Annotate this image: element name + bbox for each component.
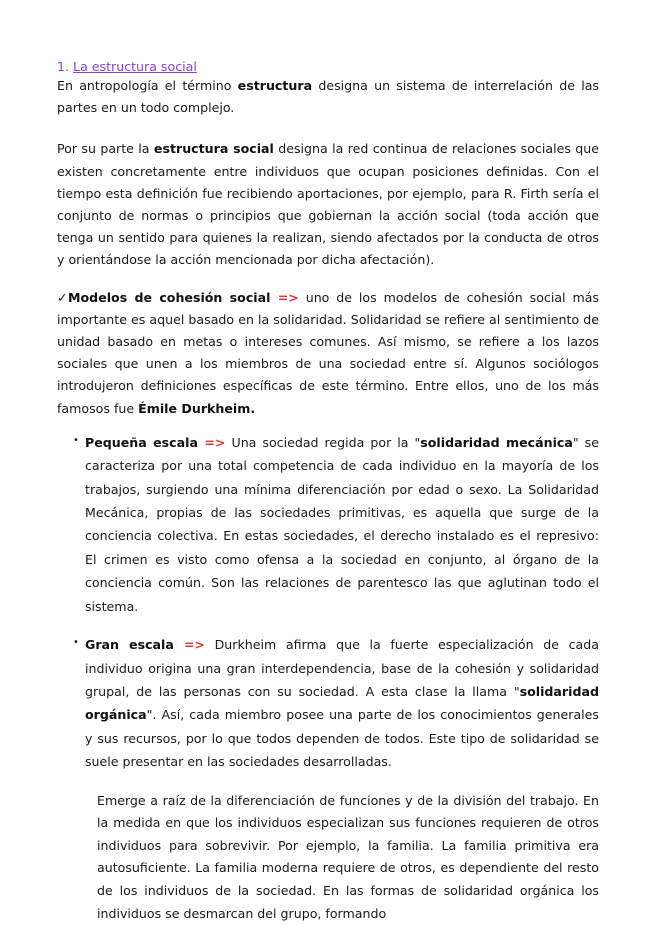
text-run: Una sociedad regida por la " bbox=[225, 434, 421, 450]
list-item-gran-escala bbox=[73, 633, 599, 773]
text-run: En antropología el término bbox=[57, 78, 238, 93]
section-modelos-cohesion bbox=[57, 287, 599, 420]
list-item-paragraph bbox=[85, 431, 599, 618]
paragraph-emerge: Emerge a raíz de la diferenciación de funciones y de la división del trabajo. En la medida en que los individuos especializan sus funciones requieren de otros individuos para sobrevivir. Por ejemplo, la familia. La familia primitiva era autosuficiente. La familia moderna requiere de otros, es dependiente del resto de los individuos de la sociedad. En las formas de solidaridad orgánica los individuos se desmarcan del grupo, formando bbox=[97, 792, 599, 921]
list-item-pequena-escala bbox=[73, 431, 599, 618]
section-heading[interactable] bbox=[57, 59, 599, 75]
text-run: Por su parte la bbox=[57, 141, 154, 157]
bold-term: solidaridad orgánica bbox=[85, 683, 599, 723]
arrow-icon: => bbox=[173, 637, 205, 653]
section-title: Modelos de cohesión social bbox=[68, 289, 271, 305]
heading-number: 1. bbox=[57, 59, 70, 74]
checkmark-icon: ✓ bbox=[57, 289, 68, 305]
bold-term: estructura bbox=[237, 78, 313, 93]
text-run: designa un sistema de interrelación de las partes en un todo complejo. bbox=[57, 78, 599, 116]
list-item-paragraph bbox=[85, 633, 599, 773]
arrow-icon: => bbox=[197, 434, 226, 450]
text-run: " se caracteriza por una total competencia de cada individuo en la mayoría de los trabajos, surgiendo una mínima diferenciación por edad o sexo. La Solidaridad Mecánica, propias de las sociedades primitivas, es aquella que surge de la conciencia colectiva. En estas sociedades, el derecho instalado es el represivo: El crimen es visto como ofensa a la sociedad en conjunto, al órgano de la conciencia común. Son las relaciones de parentesco las que aglutinan todo el sistema. bbox=[85, 434, 599, 614]
text-run: uno de los modelos de cohesión social más importante es aquel basado en la solidaridad. Solidaridad se refiere al sentimiento de unidad basado en metas o intereses comunes. Así mismo, se refiere a los lazos sociales que unen a los miembros de una sociedad entre sí. Algunos sociólogos introdujeron definiciones específicas de este término. Entre ellos, uno de los más famosos fue bbox=[57, 289, 599, 416]
item-title: Gran escala bbox=[85, 637, 174, 653]
text-run: Durkheim afirma que la fuerte especialización de cada individuo origina una gran interdependencia, base de la cohesión y solidaridad grupal, de las personas con su sociedad. A esta clase la llama " bbox=[85, 637, 599, 699]
indented-paragraph bbox=[97, 790, 599, 925]
bullet-icon: • bbox=[73, 637, 79, 649]
section-paragraph bbox=[57, 287, 599, 420]
bold-term: solidaridad mecánica bbox=[420, 434, 573, 450]
arrow-icon: => bbox=[270, 289, 299, 305]
bold-term: estructura social bbox=[153, 141, 274, 157]
bold-term: Émile Durkheim. bbox=[138, 400, 256, 416]
paragraph-estructura-social bbox=[57, 138, 599, 271]
item-title: Pequeña escala bbox=[85, 434, 198, 450]
bullet-icon: • bbox=[73, 434, 79, 446]
text-run: designa la red continua de relaciones sociales que existen concretamente entre individuos que ocupan posiciones definidas. Con el tiempo esta definición fue recibiendo aportaciones, por ejemplo, para R. Firth sería el conjunto de normas o principios que gobiernan la acción social (toda acción que tenga un sentido para quienes la realizan, siendo afectados por la conducta de otros y orientándose la acción mencionada por dicha afectación). bbox=[57, 141, 599, 268]
paragraph-estructura bbox=[57, 75, 599, 119]
text-run: ". Así, cada miembro posee una parte de los conocimientos generales y sus recursos, por lo que todos dependen de todos. Este tipo de solidaridad se suele presentar en las sociedades desarrolladas. bbox=[85, 707, 599, 770]
heading-title[interactable]: La estructura social bbox=[73, 59, 197, 74]
